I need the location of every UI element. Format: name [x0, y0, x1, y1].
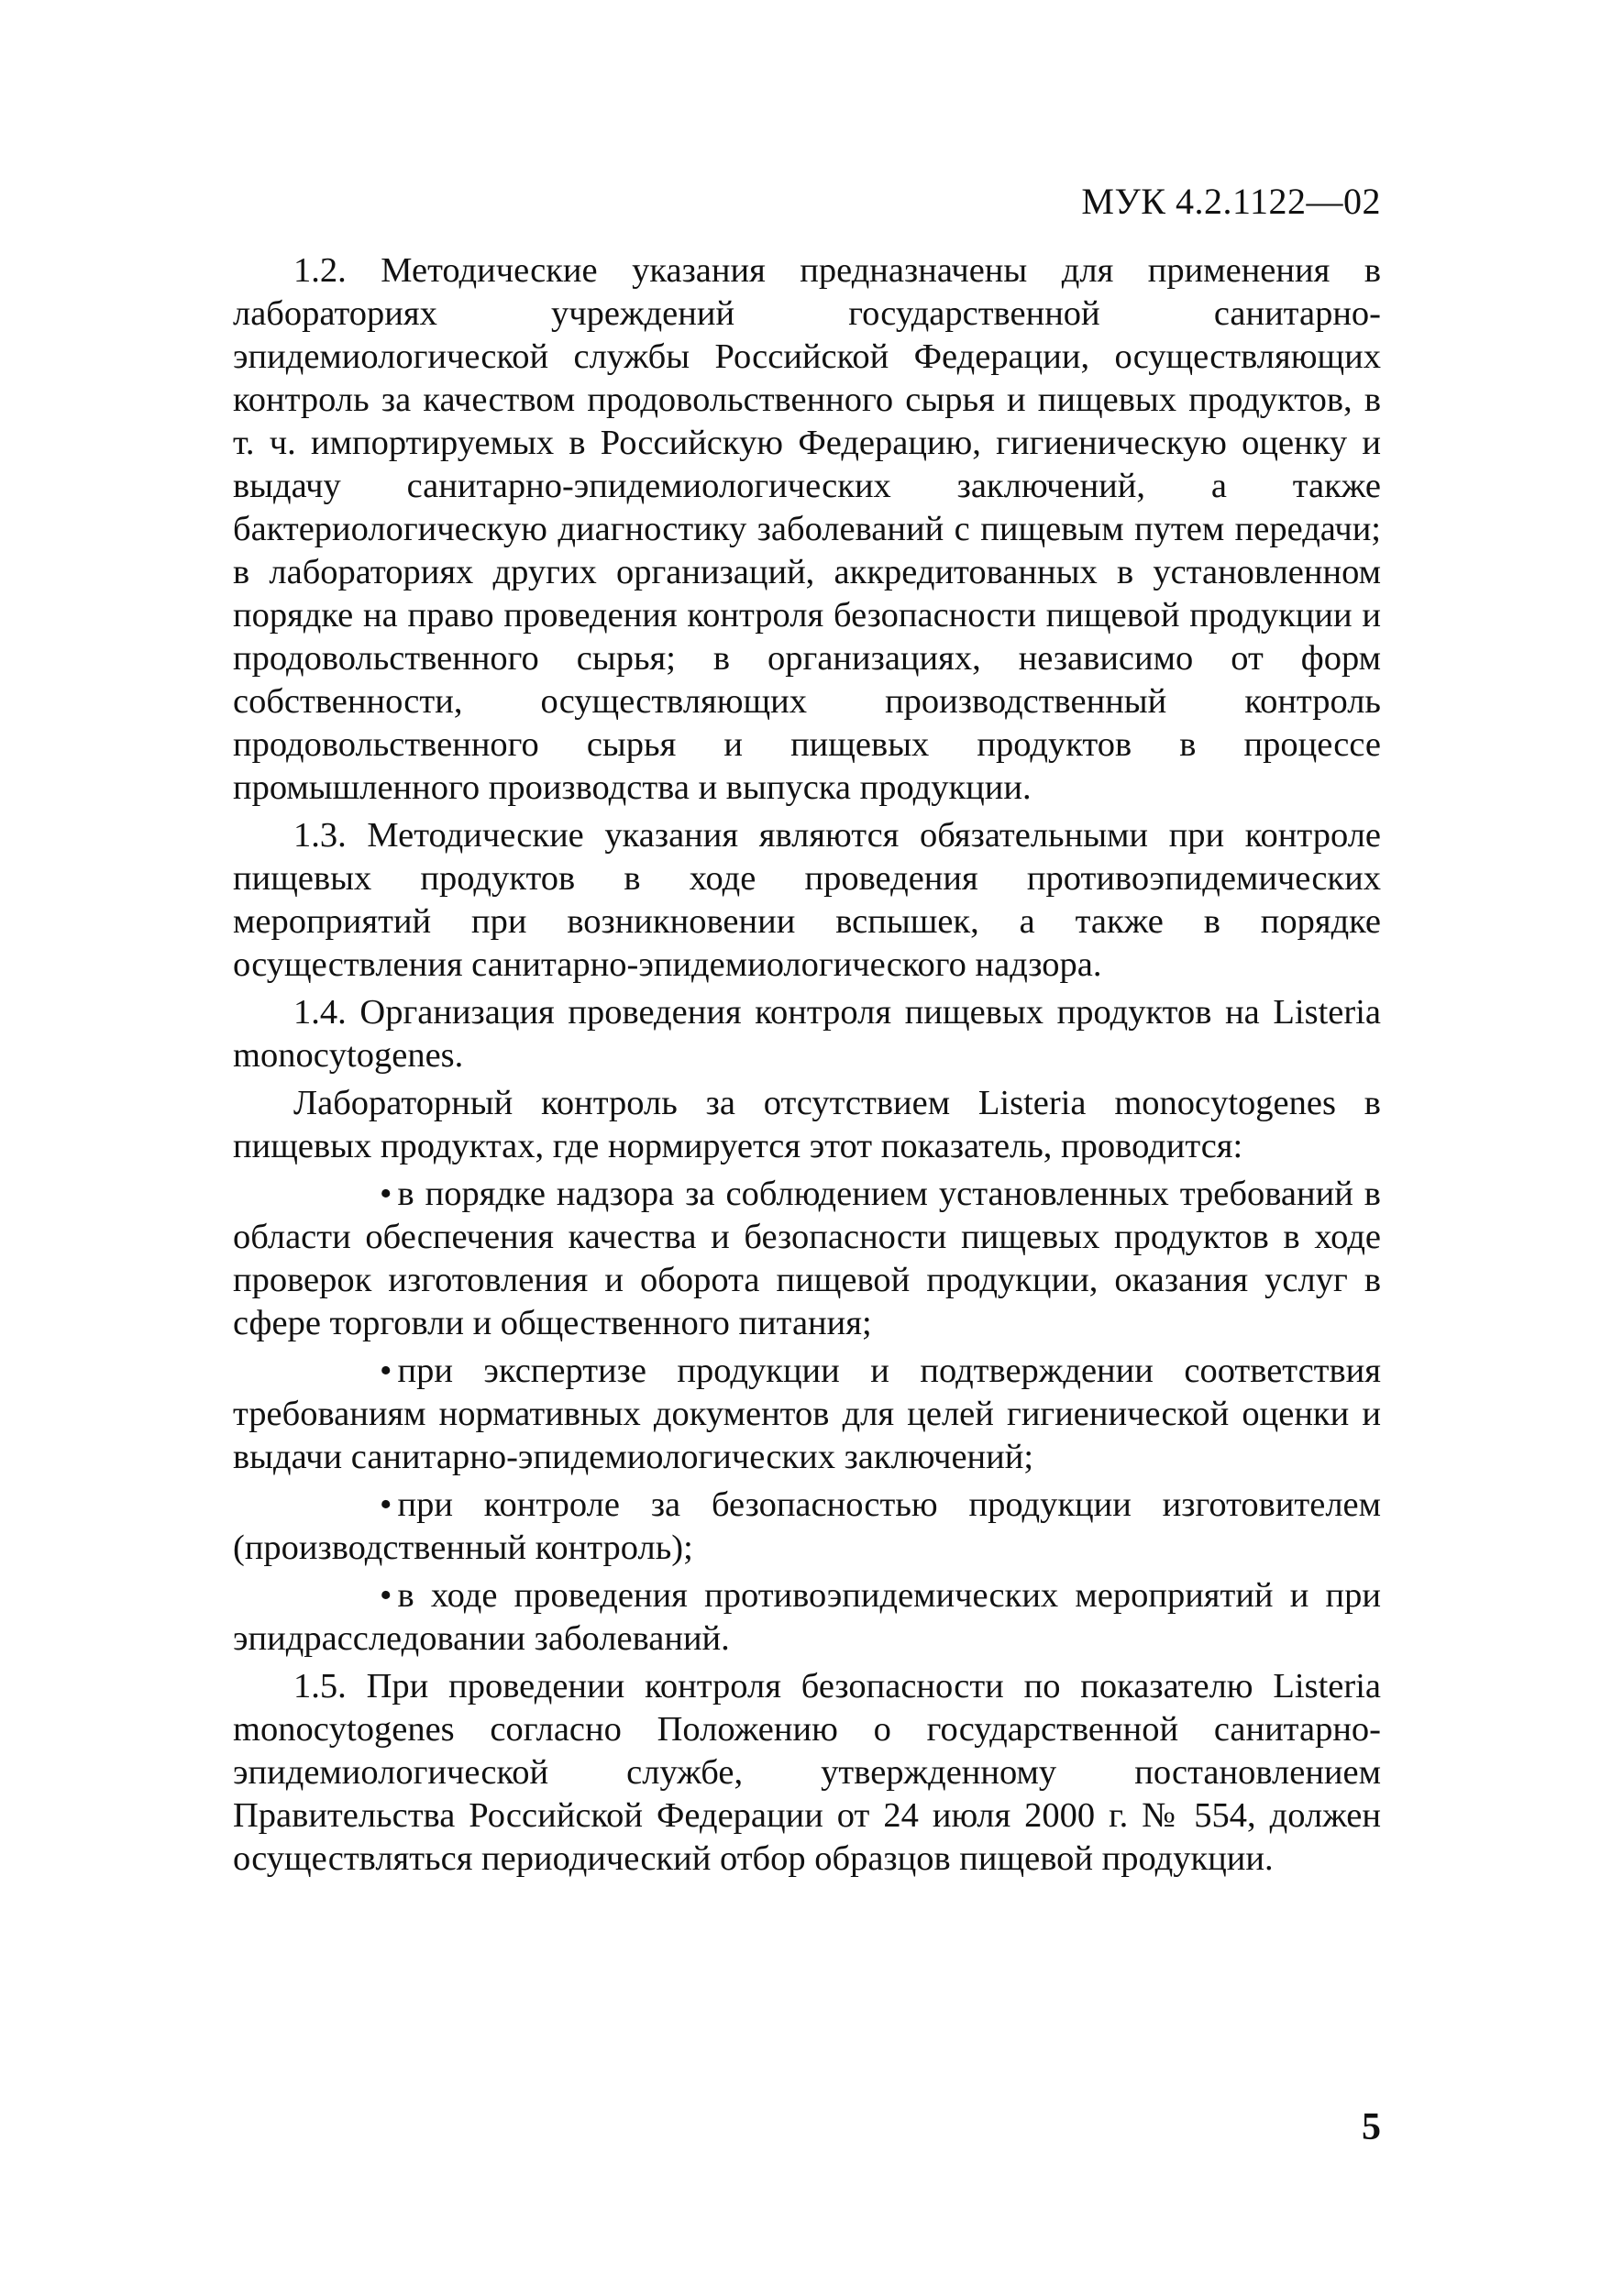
- document-code: МУК 4.2.1122—02: [1081, 181, 1381, 222]
- bullet-text: в порядке надзора за соблюдением установленных требований в области обеспечения качества и безопасности пищевых продуктов в ходе проверок изготовления и оборота пищевой продукции, оказания услуг в сфере торговли и общественного питания;: [233, 1175, 1381, 1342]
- page-number: 5: [1362, 2106, 1381, 2148]
- bullet-icon: •: [380, 1576, 392, 1615]
- bullet-item: [233, 1350, 1381, 1479]
- paragraph-1-4: 1.4. Организация проведения контроля пищевых продуктов на Listeria monocytogenes.: [233, 993, 1381, 1075]
- bullet-text: при контроле за безопасностью продукции изготовителем (производственный контроль);: [233, 1485, 1381, 1567]
- bullet-icon: •: [380, 1352, 392, 1390]
- bullet-item: [233, 1173, 1381, 1345]
- bullet-text: при экспертизе продукции и подтверждении соответствия требованиям нормативных документов для целей гигиенической оценки и выдачи санитарно-эпидемиологических заключений;: [233, 1352, 1381, 1476]
- bullet-icon: •: [380, 1175, 392, 1213]
- paragraph-1-3: 1.3. Методические указания являются обязательными при контроле пищевых продуктов в ходе проведения противоэпидемических мероприятий при возникновении вспышек, а также в порядке осуществления санитарно-эпидемиологического надзора.: [233, 816, 1381, 984]
- bullet-icon: •: [380, 1485, 392, 1524]
- paragraph-1-2: 1.2. Методические указания предназначены для применения в лабораториях учреждений государственной санитарно-эпидемиологической службы Российской Федерации, осуществляющих контроль за качеством продовольственного сырья и пищевых продуктов, в т. ч. импортируемых в Российскую Федерацию, гигиеническую оценку и выдачу санитарно-эпидемиологических заключений, а также бактериологическую диагностику заболеваний с пищевым путем передачи; в лабораториях других организаций, аккредитованных в установленном порядке на право проведения контроля безопасности пищевой продукции и продовольственного сырья; в организациях, независимо от форм собственности, осуществляющих производственный контроль продовольственного сырья и пищевых продуктов в процессе промышленного производства и выпуска продукции.: [233, 251, 1381, 807]
- bullet-text: в ходе проведения противоэпидемических мероприятий и при эпидрасследовании заболеваний.: [233, 1576, 1381, 1658]
- paragraph-1-5: 1.5. При проведении контроля безопасности по показателю Listeria monocytogenes согласно Положению о государственной санитарно-эпидемиологической службе, утвержденному постановлением Правительства Российской Федерации от 24 июля 2000 г. № 554, должен осуществляться периодический отбор образцов пищевой продукции.: [233, 1667, 1381, 1878]
- bullet-item: [233, 1484, 1381, 1570]
- paragraph-lab-control: Лабораторный контроль за отсутствием Listeria monocytogenes в пищевых продуктах, где нормируется этот показатель, проводится:: [233, 1084, 1381, 1165]
- bullet-item: [233, 1574, 1381, 1661]
- document-body: [233, 249, 1381, 1885]
